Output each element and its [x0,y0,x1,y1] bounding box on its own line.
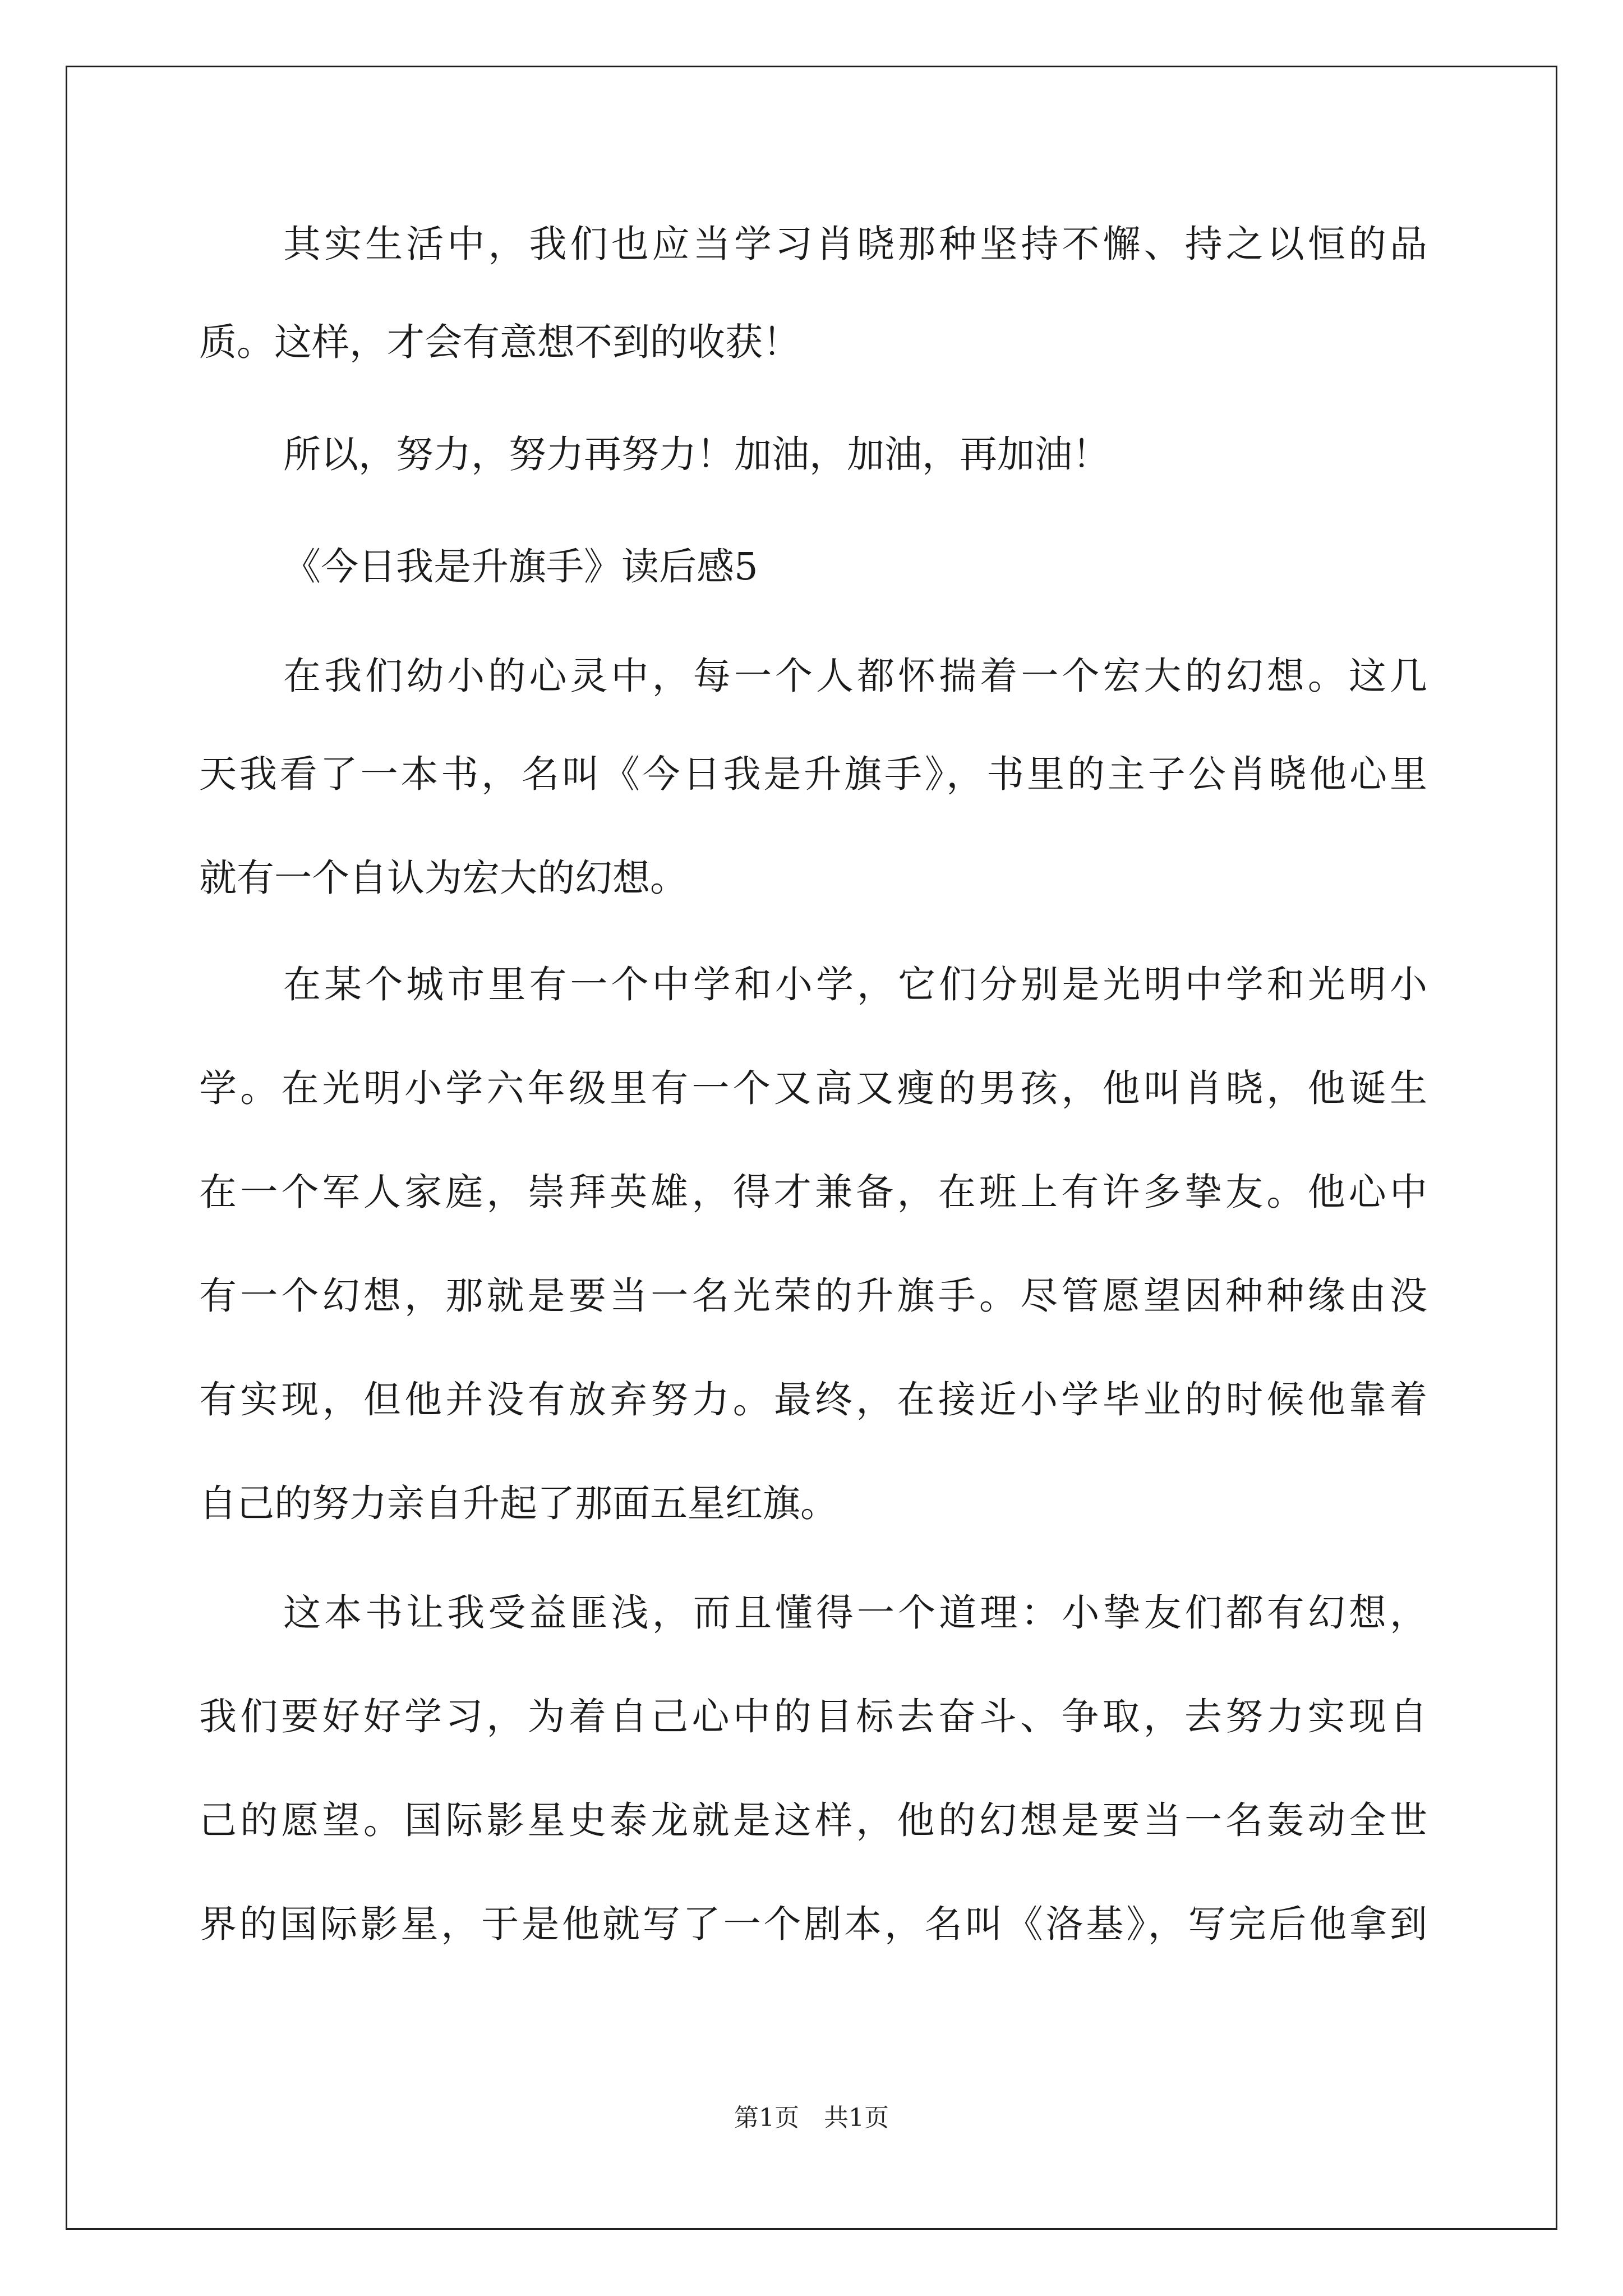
text-line: 天我看了一本书，名叫《今日我是升旗手》，书里的主子公肖晓他心里 [199,752,1427,796]
text-line: 在我们幼小的心灵中，每一个人都怀揣着一个宏大的幻想。这几 [283,654,1427,698]
text-line: 就有一个自认为宏大的幻想。 [199,856,688,900]
section-title: 《今日我是升旗手》读后感5 [283,545,758,588]
text-line: 自己的努力亲自升起了那面五星红旗。 [199,1481,838,1525]
text-line: 在某个城市里有一个中学和小学，它们分别是光明中学和光明小 [283,963,1427,1006]
text-line: 我们要好好学习，为着自己心中的目标去奋斗、争取，去努力实现自 [199,1695,1427,1738]
page-number-footer: 第1页 共1页 [734,2104,889,2132]
text-line: 其实生活中，我们也应当学习肖晓那种坚持不懈、持之以恒的品 [283,222,1427,266]
text-line: 有实现，但他并没有放弃努力。最终，在接近小学毕业的时候他靠着 [199,1378,1427,1421]
text-line: 有一个幻想，那就是要当一名光荣的升旗手。尽管愿望因种种缘由没 [199,1274,1427,1318]
text-line: 这本书让我受益匪浅，而且懂得一个道理：小挚友们都有幻想， [283,1591,1427,1635]
text-line: 学。在光明小学六年级里有一个又高又瘦的男孩，他叫肖晓，他诞生 [199,1066,1427,1110]
text-line: 在一个军人家庭，崇拜英雄，得才兼备，在班上有许多挚友。他心中 [199,1170,1427,1214]
text-line: 界的国际影星，于是他就写了一个剧本，名叫《洛基》，写完后他拿到 [199,1902,1427,1946]
text-line: 质。这样，才会有意想不到的收获！ [199,320,800,364]
text-line: 己的愿望。国际影星史泰龙就是这样，他的幻想是要当一名轰动全世 [199,1798,1427,1842]
text-line: 所以，努力，努力再努力！加油，加油，再加油！ [283,432,1110,476]
